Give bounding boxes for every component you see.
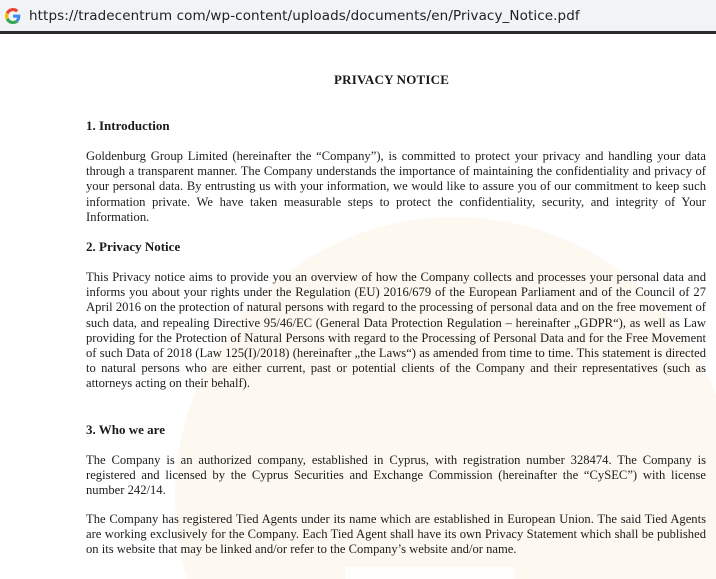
document-title: PRIVACY NOTICE — [334, 72, 450, 87]
google-g-icon — [5, 8, 21, 24]
section-heading-privacy-notice: 2. Privacy Notice — [86, 239, 181, 254]
address-bar[interactable] — [0, 0, 716, 34]
url-text[interactable]: https://tradecentrum com/wp-content/uploads/documents/en/Privacy_Notice.pdf — [29, 7, 580, 24]
section-heading-introduction: 1. Introduction — [86, 118, 170, 133]
paragraph-introduction: Goldenburg Group Limited (hereinafter the “Company”), is committed to protect your privacy and handling your data through a transparent manner. The Company understands the importance of maintaining the confidentiality and privacy of your personal data. By entrusting us with your information, we would like to assure you of our commitment to keep such information private. We have taken measurable steps to protect the confidentiality, security, and integrity of Your Information. — [86, 149, 706, 224]
paragraph-who-we-are-1: The Company is an authorized company, established in Cyprus, with registration number 328474. The Company is registered and licensed by the Cyprus Securities and Exchange Commission (hereinafter the “CySEC”) with license number 242/14. — [86, 453, 706, 498]
section-heading-who-we-are: 3. Who we are — [86, 422, 165, 437]
paragraph-privacy-notice: This Privacy notice aims to provide you an overview of how the Company collects and processes your personal data and informs you about your rights under the Regulation (EU) 2016/679 of the European Parliament and of the Council of 27 April 2016 on the protection of natural persons with regard to the processing of personal data and on the free movement of such data, and repealing Directive 95/46/EC (General Data Protection Regulation – hereinafter „GDPR“), as well as Law providing for the Protection of Natural Persons with regard to the Processing of Personal Data and for the Free Movement of such Data of 2018 (Law 125(I)/2018) (hereinafter „the Laws“) as amended from time to time. This statement is directed to natural persons who are either current, past or potential clients of the Company and their representatives (such as attorneys acting on their behalf). — [86, 270, 706, 391]
pdf-page — [0, 37, 716, 579]
watermark-gap — [345, 567, 515, 579]
paragraph-who-we-are-2: The Company has registered Tied Agents under its name which are established in European Union. The said Tied Agents are working exclusively for the Company. Each Tied Agent shall have its own Privacy Statement which shall be published on its website that may be linked and/or refer to the Company’s website and/or name. — [86, 512, 706, 557]
